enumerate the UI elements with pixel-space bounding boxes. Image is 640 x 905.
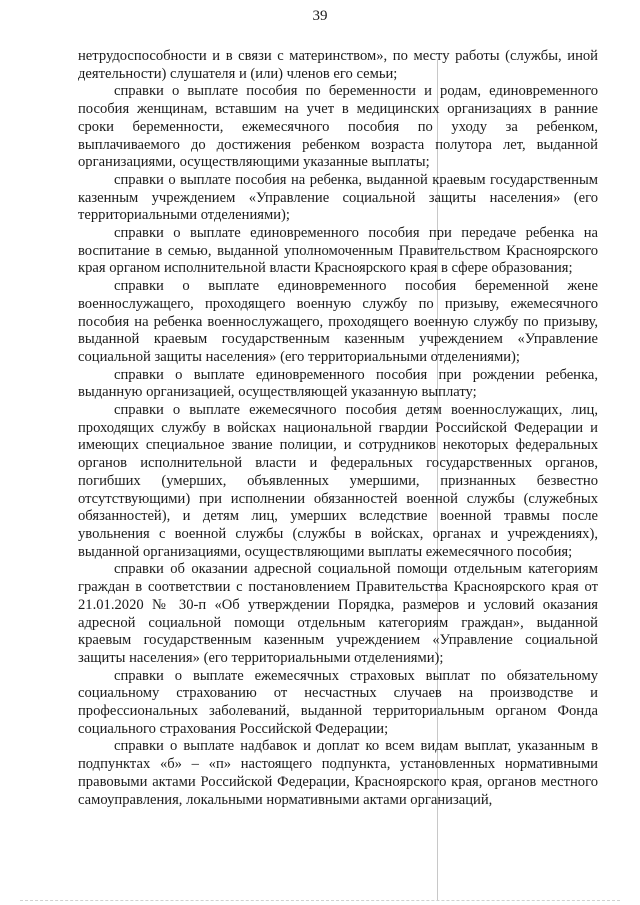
page-number: 39 [312, 8, 328, 24]
paragraph: справки о выплате ежемесячных страховых выплат по обязательному социальному страхованию от несчастных случаев на производстве и профессиональных заболеваний, выданной территориальным органом Фонда социального страхования Российской Федерации; [78, 667, 598, 737]
paragraph: нетрудоспособности и в связи с материнством», по месту работы (службы, иной деятельности) слушателя и (или) членов его семьи; [78, 48, 598, 82]
paragraph: справки о выплате единовременного пособия при рождении ребенка, выданную организацией, осуществляющей указанную выплату; [78, 366, 598, 401]
paragraph: справки о выплате пособия по беременности и родам, единовременного пособия женщинам, вставшим на учет в медицинских организациях в ранние сроки беременности, ежемесячного пособия по уходу за ребенком, выплачиваемого до достижения ребенком возраста полутора лет, выданной организациями, осуществляющими указанные выплаты; [78, 83, 598, 171]
paragraph: справки о выплате пособия на ребенка, выданной краевым государственным казенным учреждением «Управление социальной защиты населения» (его территориальными отделениями); [78, 171, 598, 224]
scan-bottom-edge [20, 900, 620, 901]
paragraph: справки о выплате единовременного пособия беременной жене военнослужащего, проходящего военную службу по призыву, ежемесячного пособия на ребенка военнослужащего, проходящего военную службу по призыву, выданной краевым государственным казенным учреждением «Управление социальной защиты населения» (его территориальными отделениями); [78, 278, 598, 365]
document-body [78, 48, 598, 809]
paragraph: справки о выплате надбавок и доплат ко всем видам выплат, указанным в подпунктах «б» – «п» настоящего подпункта, установленных нормативными правовыми актами Российской Федерации, Красноярского края, органов местного самоуправления, локальными нормативными актами организаций, [78, 738, 598, 808]
paragraph: справки об оказании адресной социальной помощи отдельным категориям граждан в соответствии с постановлением Правительства Красноярского края от 21.01.2020 № 30-п «Об утверждении Порядка, размеров и условий оказания адресной социальной помощи отдельным категориям граждан», выданной краевым государственным казенным учреждением «Управление социальной защиты населения» (его территориальными отделениями); [78, 561, 598, 666]
paragraph: справки о выплате единовременного пособия при передаче ребенка на воспитание в семью, выданной уполномоченным Правительством Красноярского края органом исполнительной власти Красноярского края в сфере образования; [78, 225, 598, 277]
paragraph: справки о выплате ежемесячного пособия детям военнослужащих, лиц, проходящих службу в войсках национальной гвардии Российской Федерации и имеющих специальное звание полиции, и сотрудников некоторых федеральных органов исполнительной власти и федеральных государственных органов, погибших (умерших, объявленных умершими, признанных безвестно отсутствующими) при исполнении обязанностей военной службы (служебных обязанностей), и детям лиц, умерших вследствие военной травмы после увольнения с военной службы (службы в войсках, органах и учреждениях), выданной организациями, осуществляющими выплаты ежемесячного пособия; [78, 402, 598, 560]
